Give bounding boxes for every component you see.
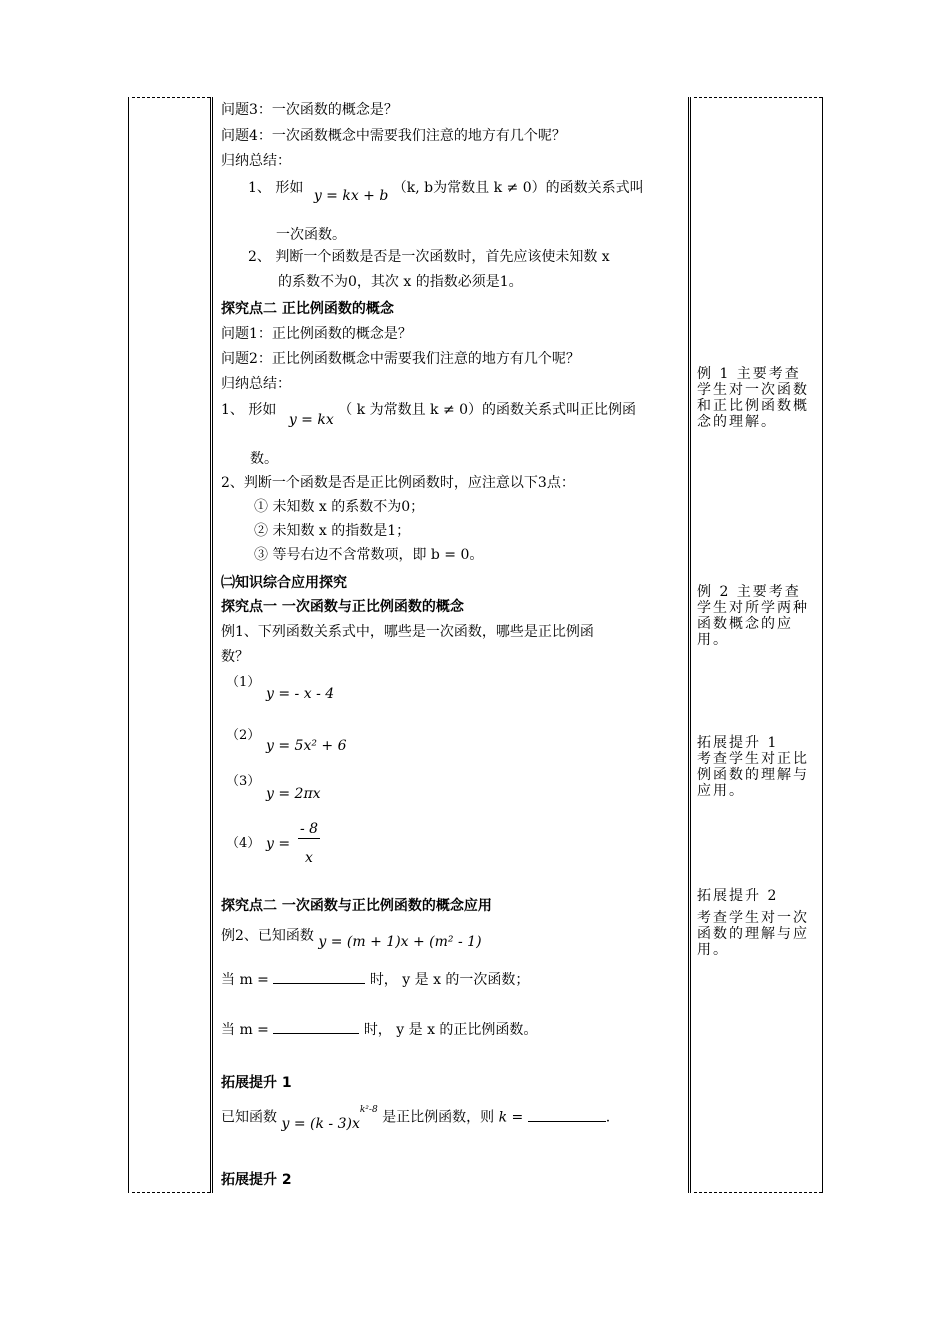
formula-4: y =: [266, 836, 291, 852]
point-2: ② 未知数 x 的指数是1；: [254, 523, 411, 539]
definition-1-end: 一次函数。: [276, 227, 346, 243]
extension-1: 已知函数 $y = (k - 3)x^{k^2-8}$ 是正比例函数，则 k = .: [221, 1105, 611, 1132]
side-note-3: 考查学生对正比例函数的理解与应用。: [697, 751, 809, 799]
prop-question-2: 问题2：正比例函数概念中需要我们注意的地方有几个呢？: [221, 351, 580, 367]
example-2-label: 例2、已知函数: [221, 928, 314, 944]
formula-2: y = 5x² + 6: [266, 738, 347, 754]
answer-blank[interactable]: [273, 1019, 359, 1034]
prop-definition-1-end: 数。: [250, 451, 278, 467]
example-2-q2: [221, 1019, 537, 1040]
def-formula: y = kx + b: [313, 188, 389, 204]
formula-1: y = - x - 4: [266, 686, 335, 702]
side-note-4: 考查学生对一次函数的理解与应用。: [697, 910, 809, 958]
example-2: [221, 926, 482, 950]
prop-definition-1: [221, 400, 637, 428]
pdef-prefix: 1、 形如: [221, 402, 277, 418]
definition-2: 2、 判断一个函数是否是一次函数时，首先应该使未知数 x: [248, 249, 610, 265]
explore-point-2: 探究点二 正比例函数的概念: [221, 301, 394, 317]
side-note-2: 例 2 主要考查学生对所学两种函数概念的应用。: [697, 584, 809, 648]
side-note-1: 例 1 主要考查学生对一次函数和正比例函数概念的理解。: [697, 366, 809, 430]
side-note-3-title: 拓展提升 1: [697, 735, 779, 751]
summary-label: 归纳总结：: [221, 153, 291, 169]
prop-definition-2: 2、判断一个函数是否是正比例函数时，应注意以下3点：: [221, 475, 575, 491]
def-condition: （k, b为常数且 k ≠ 0）的函数关系式叫: [392, 180, 644, 196]
formula-4-number: （4）: [226, 836, 261, 851]
q1-suffix: 时， y 是 x 的一次函数；: [369, 972, 530, 988]
example-2-formula: y = (m + 1)x + (m² - 1): [318, 934, 482, 950]
side-note-4-title: 拓展提升 2: [697, 888, 779, 904]
table-border: [822, 97, 823, 1193]
pdef-condition: （ k 为常数且 k ≠ 0）的函数关系式叫正比例函: [338, 402, 637, 418]
table-border: [694, 1192, 822, 1193]
formula-4-numerator: - 8: [299, 821, 319, 837]
example-2-q1: [221, 969, 529, 990]
q1-prefix: 当 m =: [221, 972, 274, 988]
table-border: [132, 1192, 210, 1193]
ext1-exponent: k²-8: [359, 1105, 378, 1115]
explore-point-2b: 探究点二 一次函数与正比例函数的概念应用: [221, 898, 492, 914]
pdef-formula: y = kx: [288, 412, 334, 428]
formula-2-number: （2）: [226, 728, 261, 743]
def-prefix: 1、 形如: [248, 180, 304, 196]
ext1-k: k =: [498, 1109, 524, 1126]
question-4: 问题4：一次函数概念中需要我们注意的地方有几个呢？: [221, 128, 566, 144]
formula-1-number: （1）: [226, 675, 261, 690]
formula-3: y = 2πx: [266, 786, 321, 802]
table-border: [690, 97, 691, 1193]
point-1: ① 未知数 x 的系数不为0；: [254, 499, 425, 515]
ext1-middle: 是正比例函数，则: [382, 1109, 495, 1126]
ext1-prefix: 已知函数: [221, 1109, 277, 1126]
definition-2-cont: 的系数不为0，其次 x 的指数必须是1。: [278, 274, 523, 290]
table-border: [128, 97, 129, 1193]
prop-question-1: 问题1：正比例函数的概念是？: [221, 326, 412, 342]
table-border: [210, 97, 211, 1193]
table-border: [688, 97, 689, 1193]
formula-3-number: （3）: [226, 774, 261, 789]
answer-blank[interactable]: [528, 1107, 606, 1122]
explore-point-1: 探究点一 一次函数与正比例函数的概念: [221, 599, 464, 615]
answer-blank[interactable]: [273, 969, 365, 984]
extension-2-title: 拓展提升 2: [221, 1172, 292, 1188]
summary-label-2: 归纳总结：: [221, 376, 291, 392]
example-1: 例1、下列函数关系式中，哪些是一次函数，哪些是正比例函: [221, 624, 594, 640]
ext1-formula: y = (k - 3)x: [281, 1115, 360, 1132]
definition-1: [248, 178, 644, 204]
question-3: 问题3：一次函数的概念是？: [221, 102, 398, 118]
extension-1-title: 拓展提升 1: [221, 1075, 292, 1091]
table-border: [694, 97, 822, 98]
formula-4-denominator: x: [305, 850, 313, 866]
section-heading: ㈡知识综合应用探究: [221, 575, 347, 591]
q2-prefix: 当 m =: [221, 1022, 269, 1038]
table-border: [212, 97, 213, 1193]
example-1-cont: 数？: [221, 649, 249, 665]
q2-suffix: 时， y 是 x 的正比例函数。: [363, 1022, 538, 1038]
table-border: [132, 97, 210, 98]
point-3: ③ 等号右边不含常数项，即 b = 0。: [254, 547, 484, 563]
